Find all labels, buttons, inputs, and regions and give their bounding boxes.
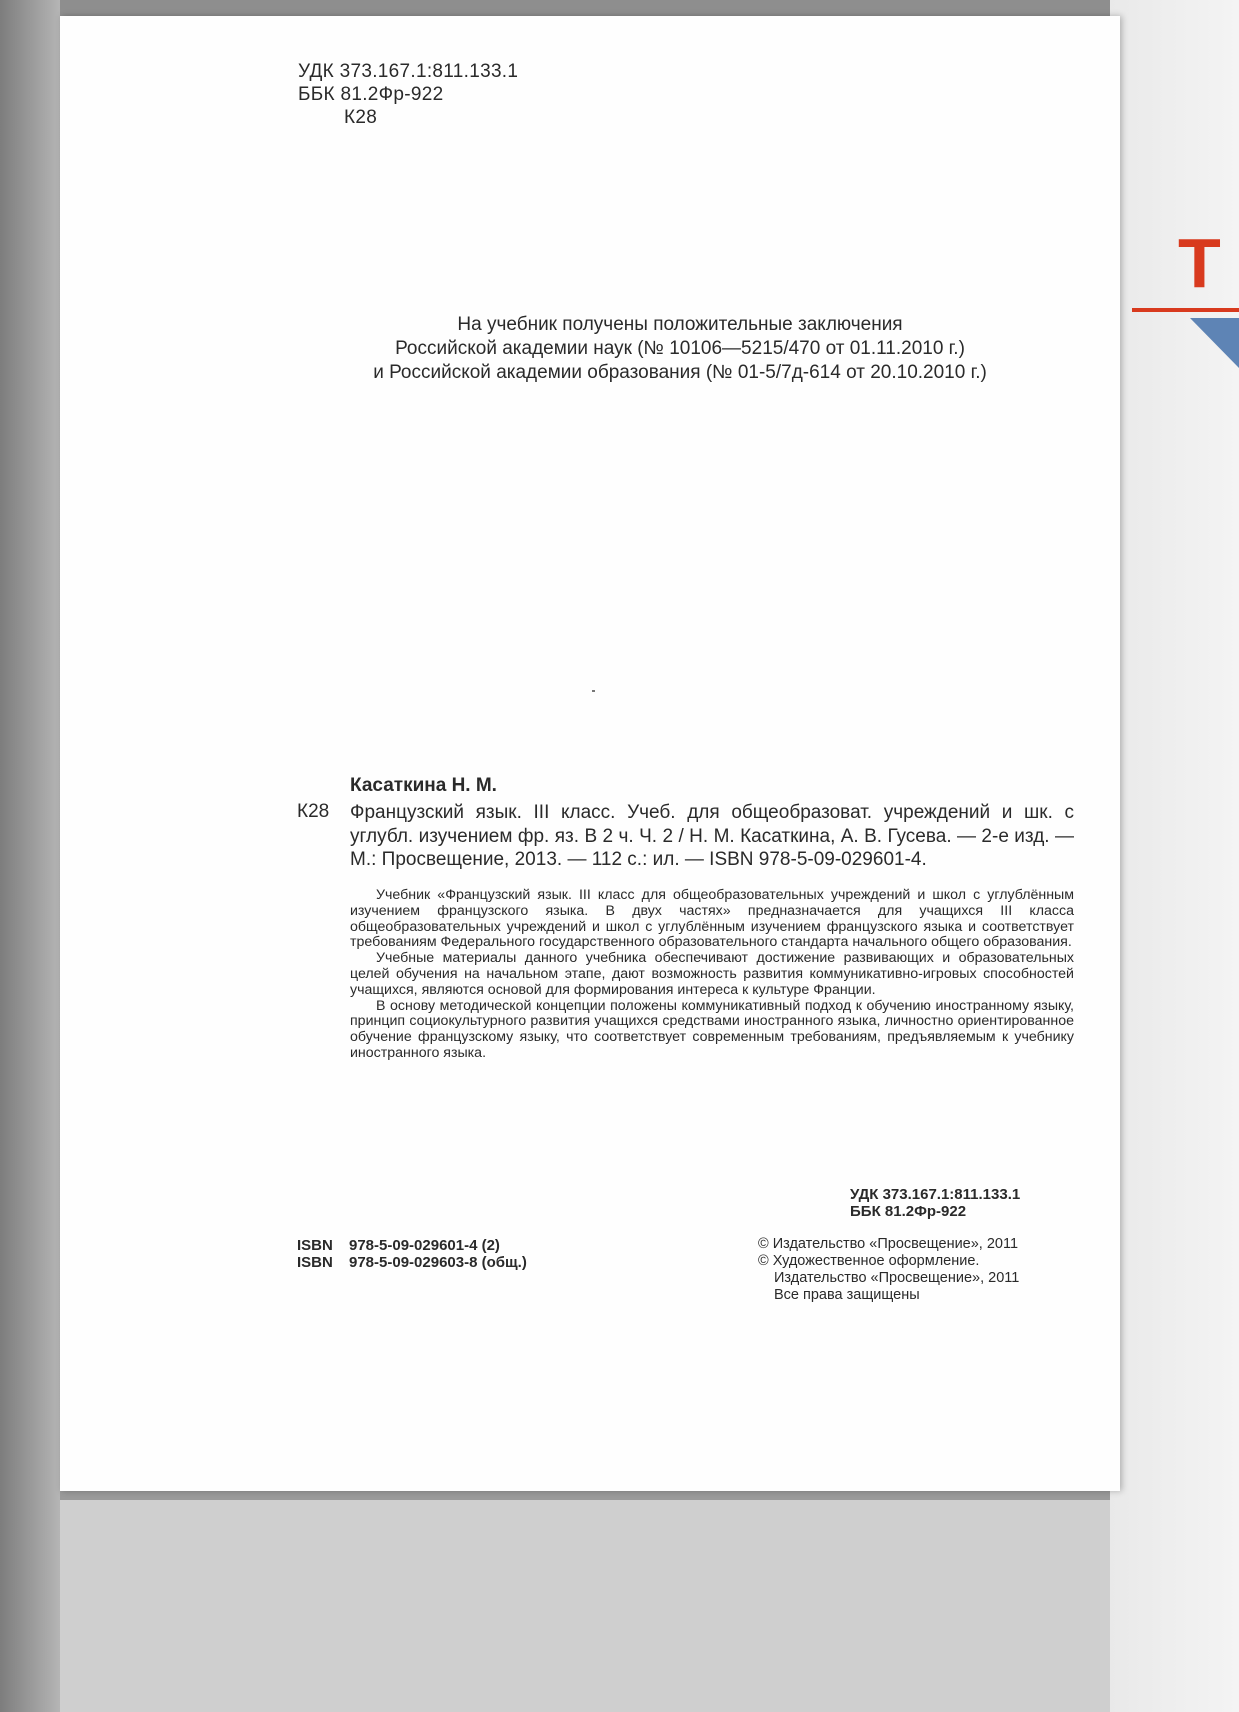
isbn-part [297, 1237, 527, 1254]
abstract-paragraph-3: В основу методической концепции положены коммуникативный подход к обучению иностранному языку, принцип социокультурного развития учащихся средствами иностранного языка, личностно ориентированное обучение французскому языку, что соответствует современным требованиям, предъявляемым к учебнику иностранного языка. [350, 997, 1074, 1061]
copyright-line-4: Все права защищены [774, 1287, 920, 1303]
udc-code-bottom: УДК 373.167.1:811.133.1 [850, 1186, 1021, 1203]
bib-author: Касаткина Н. М. [350, 775, 497, 796]
copyright-line-3: Издательство «Просвещение», 2011 [774, 1270, 1020, 1286]
abstract-paragraph-2: Учебные материалы данного учебника обеспечивают достижение развивающих и образовательных целей обучения на начальном этапе, дают возможность развития коммуникативно-игровых способностей учащихся, являются основой для формирования интереса к культуре Франции. [350, 950, 1074, 998]
scan-underlay [30, 1500, 1239, 1712]
bib-author-mark: К28 [297, 801, 330, 822]
scan-speck [592, 690, 595, 692]
udc-code: УДК 373.167.1:811.133.1 [298, 61, 519, 82]
cover-letter-fragment: Т [1178, 224, 1221, 302]
copyright-line-2: © Художественное оформление. [758, 1253, 980, 1269]
bbk-code: ББК 81.2Фр-922 [298, 84, 444, 105]
cover-red-line [1132, 308, 1239, 312]
bib-description: Французский язык. III класс. Учеб. для общеобразоват. учреждений и шк. с углубл. изучением фр. яз. В 2 ч. Ч. 2 / Н. М. Касаткина, А. В. Гусева. — 2-е изд. — М.: Просвещение, 2013. — 112 с.: ил. — ISBN 978-5-09-029601-4. [350, 802, 1074, 870]
isbn-total [297, 1254, 527, 1271]
approval-line-2: Российской академии наук (№ 10106—5215/470 от 01.11.2010 г.) [395, 338, 965, 359]
isbn-block [297, 1237, 527, 1271]
classification-codes-top [298, 60, 518, 129]
scan-left-edge [0, 0, 60, 1712]
copyright-line-1: © Издательство «Просвещение», 2011 [758, 1236, 1019, 1252]
cover-blue-triangle [1190, 318, 1239, 368]
abstract-paragraph-1: Учебник «Французский язык. III класс для общеобразовательных учреждений и школ с углублённым изучением французского языка. В двух частях» предназначается для учащихся III класса общеобразовательных учреждений и школ с углублённым изучением французского языка и соответствует требованиям Федерального государственного образовательного стандарта начального общего образования. [350, 887, 1074, 951]
author-mark: К28 [344, 107, 378, 128]
isbn-total-number: 978-5-09-029603-8 (общ.) [349, 1254, 527, 1271]
isbn-label: ISBN [297, 1237, 333, 1254]
isbn-part-number: 978-5-09-029601-4 (2) [349, 1237, 500, 1254]
approval-note [300, 313, 1060, 385]
bbk-code-bottom: ББК 81.2Фр-922 [850, 1203, 967, 1220]
copyright-block [758, 1236, 1019, 1304]
abstract [350, 888, 1074, 1062]
approval-line-1: На учебник получены положительные заключения [457, 314, 903, 335]
isbn-label: ISBN [297, 1254, 333, 1271]
approval-line-3: и Российской академии образования (№ 01-5/7д-614 от 20.10.2010 г.) [373, 362, 987, 383]
classification-codes-bottom [850, 1186, 1020, 1220]
